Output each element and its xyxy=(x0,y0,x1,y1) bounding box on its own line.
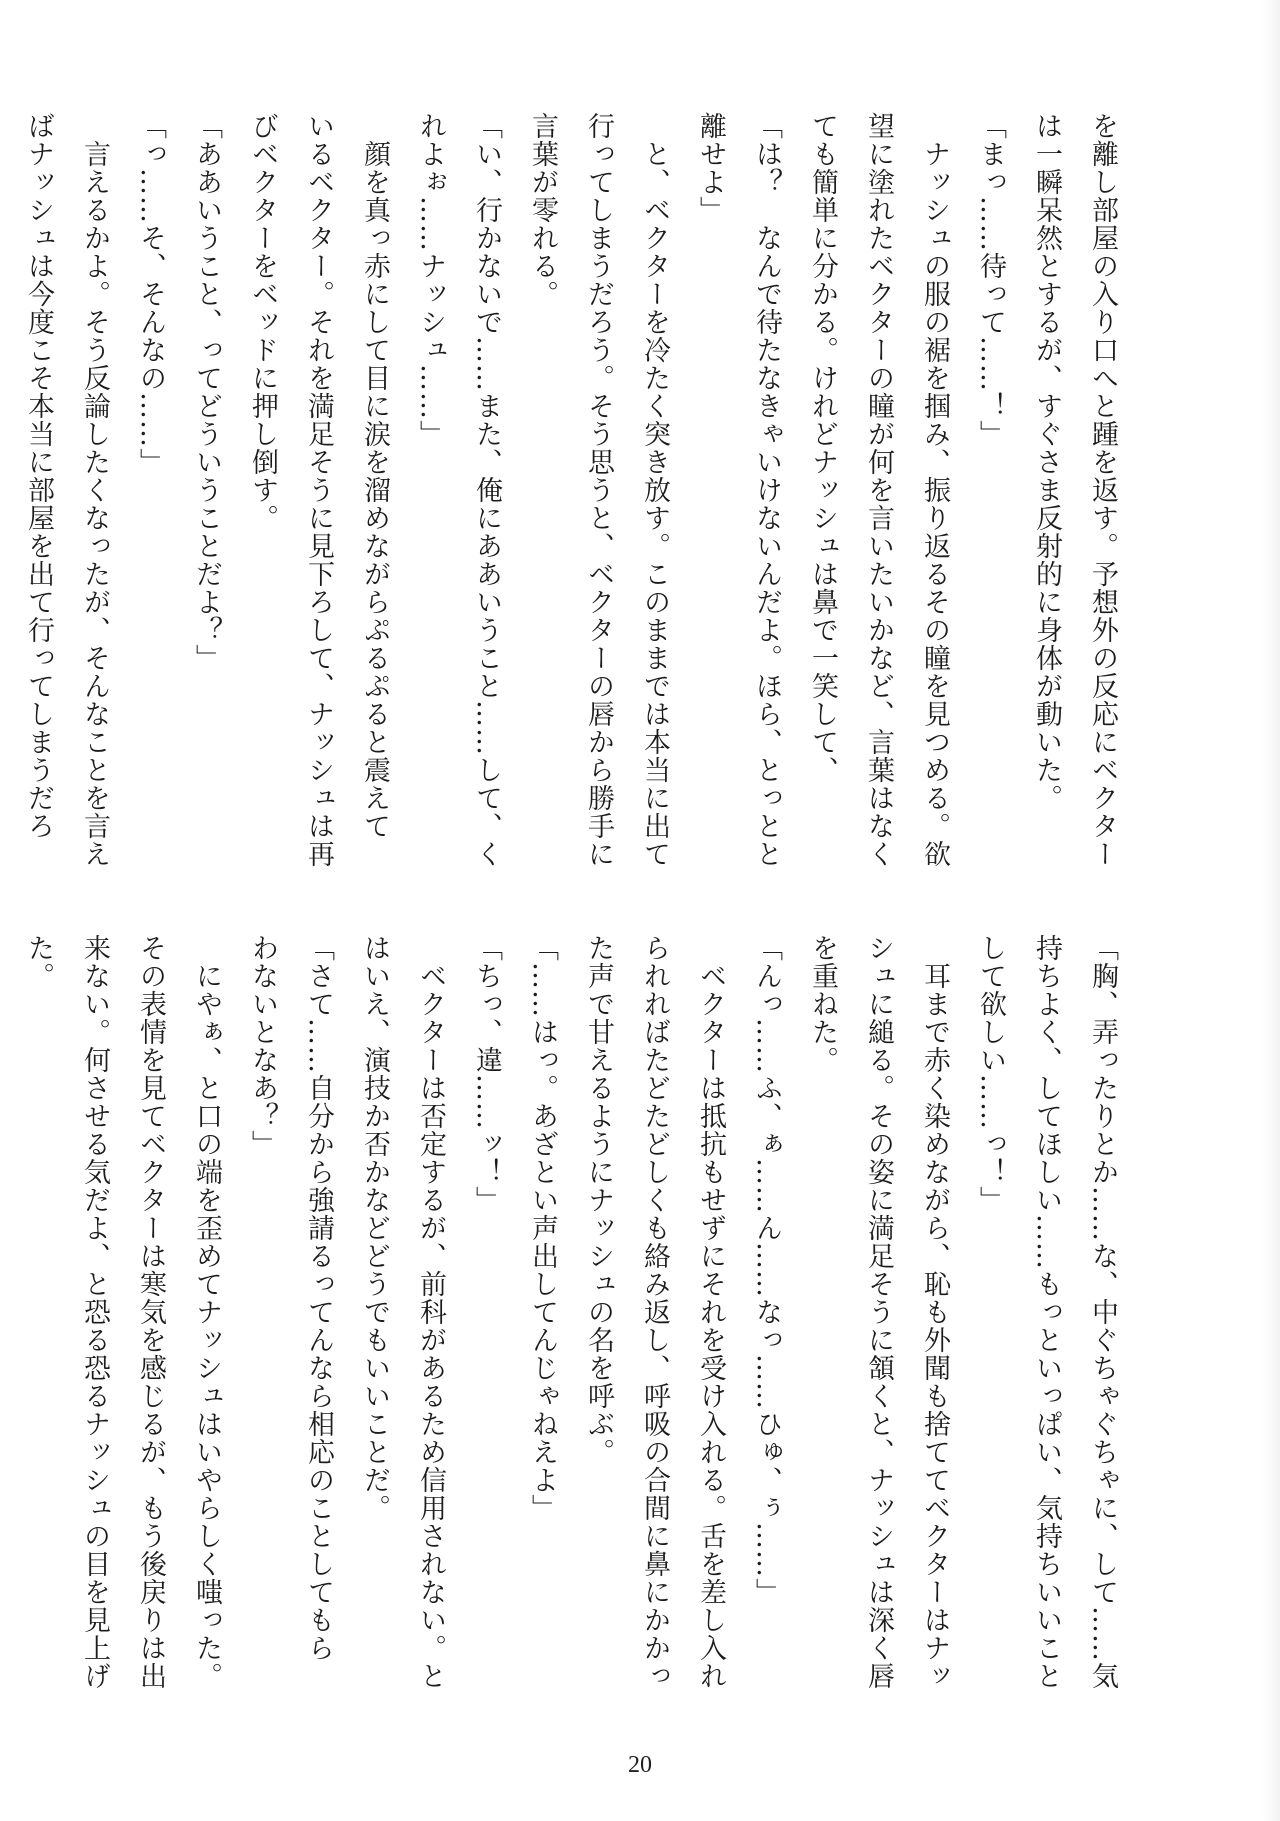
text-line: ベクターは抵抗もせずにそれを受け入れる。舌を差し入れ xyxy=(695,934,726,1690)
text-line: 「い、行かないで……また、俺にああいうこと……して、く xyxy=(471,112,502,868)
text-line: 「ちっ、違……ッ！」 xyxy=(471,934,502,1214)
text-line: 「さて……自分から強請るってんなら相応のことしてもら xyxy=(303,934,334,1662)
text-line: 言葉が零れる。 xyxy=(527,112,558,308)
text-line: して欲しい……っ！」 xyxy=(975,934,1006,1214)
text-line: 「んっ……ふ、ぁ……ん……なっ……ひゅ、ぅ……」 xyxy=(751,934,782,1606)
text-line: を離し部屋の入り口へと踵を返す。予想外の反応にベクター xyxy=(1087,112,1118,868)
text-line: ばナッシュは今度こそ本当に部屋を出て行ってしまうだろ xyxy=(23,112,54,840)
text-line: 離せよ」 xyxy=(695,112,726,224)
text-line: にやぁ、と口の端を歪めてナッシュはいやらしく嗤った。 xyxy=(191,934,222,1690)
text-line: 「胸、弄ったりとか……な、中ぐちゃぐちゃに、して……気 xyxy=(1087,934,1118,1690)
text-line: 行ってしまうだろう。そう思うと、ベクターの唇から勝手に xyxy=(583,112,614,868)
text-line: 耳まで赤く染めながら、恥も外聞も捨ててベクターはナッ xyxy=(919,934,950,1690)
text-line: 「は？ なんで待たなきゃいけないんだよ。ほら、とっとと xyxy=(751,112,782,868)
text-line: わないとなあ？」 xyxy=(247,934,278,1158)
text-line xyxy=(0,112,10,902)
text-line: を重ねた。 xyxy=(807,934,838,1074)
text-line: 「ああいうこと、ってどういうことだよ？」 xyxy=(191,112,222,672)
text-line: は一瞬呆然とするが、すぐさま反射的に身体が動いた。 xyxy=(1031,112,1062,812)
text-block-top xyxy=(23,112,1130,902)
text-line: 持ちよく、してほしい……もっといっぱい、気持ちいいこと xyxy=(1031,934,1062,1690)
text-line: ナッシュの服の裾を掴み、振り返るその瞳を見つめる。欲 xyxy=(919,112,950,868)
text-line: た。 xyxy=(23,934,54,990)
page-number: 20 xyxy=(628,1752,652,1778)
text-line: いるベクター。それを満足そうに見下ろして、ナッシュは再 xyxy=(303,112,334,868)
text-line: 言えるかよ。そう反論したくなったが、そんなことを言え xyxy=(79,112,110,868)
text-line: その表情を見てベクターは寒気を感じるが、もう後戻りは出 xyxy=(135,934,166,1690)
text-line: 来ない。何させる気だよ、と恐る恐るナッシュの目を見上げ xyxy=(79,934,110,1690)
text-line: 望に塗れたベクターの瞳が何を言いたいかなど、言葉はなく xyxy=(863,112,894,868)
text-line: 「っ……そ、そんなの……」 xyxy=(135,112,166,476)
text-line: はいえ、演技か否かなどどうでもいいことだ。 xyxy=(359,934,390,1522)
text-line: られればたどたどしくも絡み返し、呼吸の合間に鼻にかかっ xyxy=(639,934,670,1690)
text-line: 「……はっ。あざとい声出してんじゃねえよ」 xyxy=(527,934,558,1522)
text-line: と、ベクターを冷たく突き放す。このままでは本当に出て xyxy=(639,112,670,868)
text-line: びベクターをベッドに押し倒す。 xyxy=(247,112,278,532)
page-binding-edge xyxy=(1262,0,1280,1821)
text-line: シュに縋る。その姿に満足そうに頷くと、ナッシュは深く唇 xyxy=(863,934,894,1690)
text-line: 顔を真っ赤にして目に涙を溜めながらぷるぷると震えて xyxy=(359,112,390,840)
text-line: ベクターは否定するが、前科があるため信用されない。と xyxy=(415,934,446,1690)
text-block-bottom xyxy=(23,934,1130,1724)
text-line: た声で甘えるようにナッシュの名を呼ぶ。 xyxy=(583,934,614,1466)
text-line: れよぉ……ナッシュ……」 xyxy=(415,112,446,448)
text-line: ても簡単に分かる。けれどナッシュは鼻で一笑して、 xyxy=(807,112,838,784)
text-line xyxy=(0,934,10,1724)
text-line: 「まっ……待って……！」 xyxy=(975,112,1006,448)
